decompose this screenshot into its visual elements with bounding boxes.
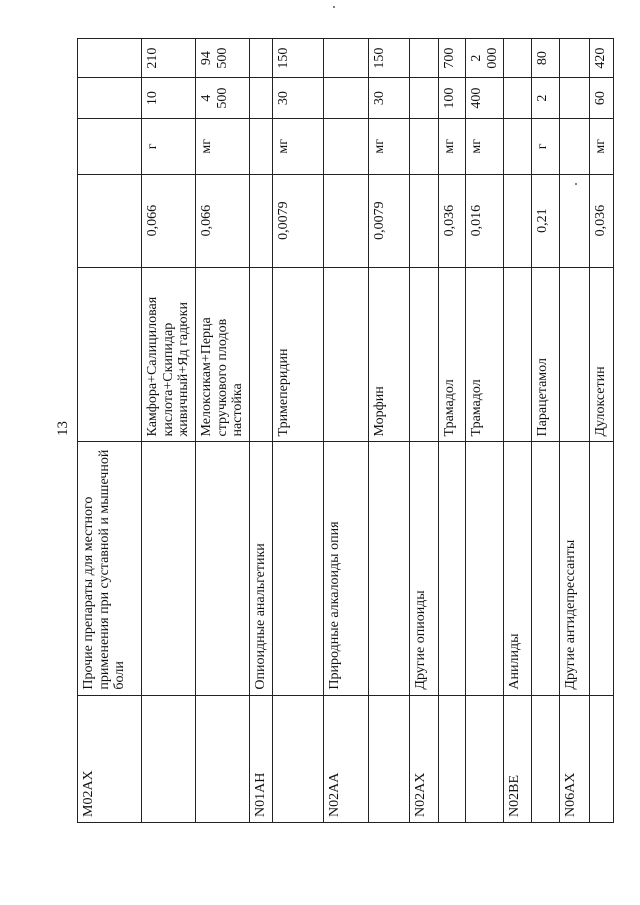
cell-ratio [560,174,590,267]
cell-unit [324,119,369,175]
cell-unit: г [142,119,196,175]
cell-ratio [78,174,142,267]
cell-code [466,695,504,822]
cell-drug: Мелоксикам+Перца стручкового плодов настойка [196,267,250,442]
table-body [78,39,614,823]
cell-code [439,695,466,822]
cell-ratio: 0,036 [590,174,614,267]
cell-amount [250,39,273,78]
table-row [324,39,369,823]
cell-code [196,695,250,822]
cell-amount: 150 [369,39,410,78]
cell-ratio [250,174,273,267]
table-row [532,39,560,823]
cell-ratio: 0,21 [532,174,560,267]
cell-group: Природные алкалоиды опия [324,442,369,695]
cell-unit: г [532,119,560,175]
table-row [196,39,250,823]
cell-amount: 420 [590,39,614,78]
cell-dose: 2 [532,78,560,119]
cell-dose: 60 [590,78,614,119]
cell-unit [504,119,532,175]
cell-amount: 80 [532,39,560,78]
cell-unit [78,119,142,175]
cell-dose [250,78,273,119]
cell-group [196,442,250,695]
cell-ratio: 0,0079 [273,174,324,267]
cell-amount: 210 [142,39,196,78]
cell-unit: мг [439,119,466,175]
cell-amount [410,39,439,78]
cell-unit [410,119,439,175]
cell-code: N06AX [560,695,590,822]
cell-code: N02AX [410,695,439,822]
cell-drug [324,267,369,442]
cell-group: Опиоидные анальгетики [250,442,273,695]
cell-code [142,695,196,822]
cell-dose [504,78,532,119]
cell-ratio [324,174,369,267]
cell-group [532,442,560,695]
cell-amount: 150 [273,39,324,78]
cell-drug [250,267,273,442]
scan-speck [333,6,335,8]
cell-group: Другие антидепрессанты [560,442,590,695]
cell-unit: мг [196,119,250,175]
cell-dose: 100 [439,78,466,119]
cell-group [273,442,324,695]
cell-group [369,442,410,695]
cell-code: N02AA [324,695,369,822]
scan-speck [575,183,577,185]
table-row [410,39,439,823]
table-row [78,39,142,823]
cell-code [369,695,410,822]
cell-group [590,442,614,695]
cell-ratio [410,174,439,267]
table-row [142,39,196,823]
cell-drug: Камфора+Салициловая кислота+Скипидар живичный+Яд гадюки [142,267,196,442]
cell-drug: Морфин [369,267,410,442]
table-row [369,39,410,823]
cell-dose: 30 [273,78,324,119]
cell-unit [250,119,273,175]
cell-ratio [504,174,532,267]
cell-group [142,442,196,695]
table-container [77,38,609,823]
table-row [590,39,614,823]
cell-dose [410,78,439,119]
cell-ratio: 0,036 [439,174,466,267]
cell-amount: 2 000 [466,39,504,78]
cell-dose [560,78,590,119]
cell-code: M02AX [78,695,142,822]
cell-ratio: 0,0079 [369,174,410,267]
cell-drug [78,267,142,442]
cell-dose: 10 [142,78,196,119]
cell-amount [504,39,532,78]
cell-code [532,695,560,822]
cell-code: N02BE [504,695,532,822]
cell-drug: Тримеперидин [273,267,324,442]
cell-group [466,442,504,695]
cell-drug: Трамадол [439,267,466,442]
cell-drug: Трамадол [466,267,504,442]
cell-ratio: 0,066 [142,174,196,267]
cell-unit [560,119,590,175]
cell-drug [504,267,532,442]
cell-dose: 30 [369,78,410,119]
cell-code: N01AH [250,695,273,822]
cell-unit: мг [273,119,324,175]
cell-ratio: 0,066 [196,174,250,267]
cell-drug [560,267,590,442]
cell-code [590,695,614,822]
cell-unit: мг [466,119,504,175]
cell-dose [78,78,142,119]
cell-drug [410,267,439,442]
cell-amount [78,39,142,78]
table-row [504,39,532,823]
cell-unit: мг [590,119,614,175]
cell-drug: Парацетамол [532,267,560,442]
cell-code [273,695,324,822]
cell-amount [324,39,369,78]
table-row [250,39,273,823]
table-row [560,39,590,823]
table-row [466,39,504,823]
cell-amount [560,39,590,78]
cell-dose [324,78,369,119]
cell-ratio: 0,016 [466,174,504,267]
medication-table [77,38,614,823]
cell-dose: 400 [466,78,504,119]
cell-unit: мг [369,119,410,175]
table-row [439,39,466,823]
cell-dose: 4 500 [196,78,250,119]
cell-group: Другие опиоиды [410,442,439,695]
cell-group [439,442,466,695]
cell-drug: Дулоксетин [590,267,614,442]
cell-group: Прочие препараты для местного применения при суставной и мышечной боли [78,442,142,695]
table-row [273,39,324,823]
cell-amount: 94 500 [196,39,250,78]
cell-amount: 700 [439,39,466,78]
page-number: 13 [55,421,71,436]
cell-group: Анилиды [504,442,532,695]
